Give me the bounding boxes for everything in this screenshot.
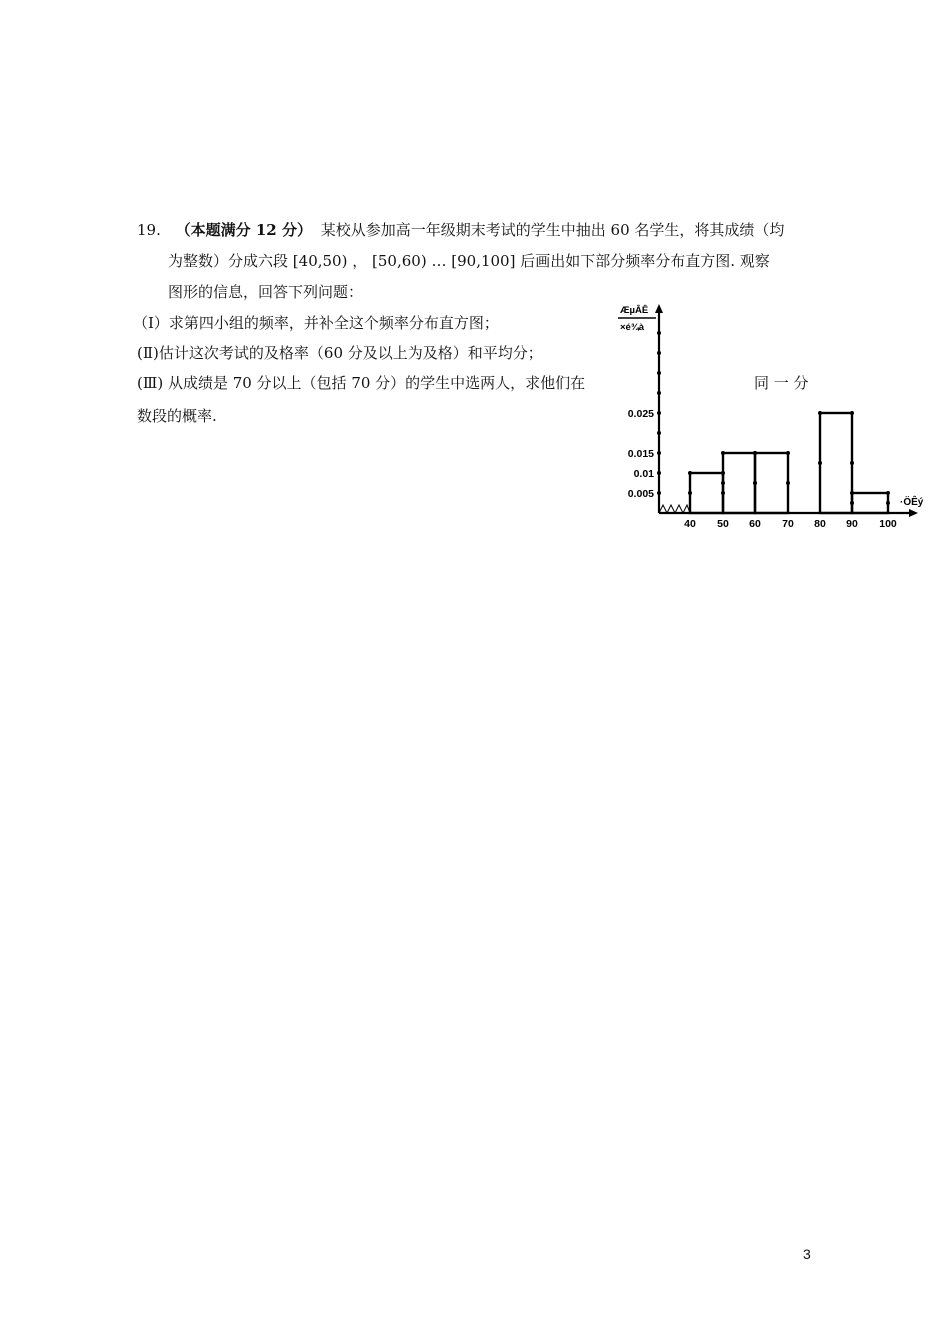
- bar-vertex-dot: [721, 481, 725, 485]
- y-axis-dot: [657, 351, 661, 355]
- x-tick-label-40: 40: [684, 518, 696, 530]
- interval-ellipsis: …: [431, 252, 447, 270]
- y-axis-dot: [657, 391, 661, 395]
- bar-vertex-dot: [753, 451, 757, 455]
- score-note: （本题满分 12 分）: [175, 221, 312, 239]
- x-tick-label-50: 50: [717, 518, 729, 530]
- bar-vertex-dot: [786, 451, 790, 455]
- x-tick-label-90: 90: [846, 518, 858, 530]
- x-tick-label-100: 100: [879, 518, 897, 530]
- histogram-bar-60-70: [755, 453, 788, 513]
- ylabel-bottom: ×é¾à: [620, 322, 645, 333]
- interval-40-50: [40,50): [292, 252, 348, 270]
- stem-text-2b: 后画出如下部分频率分布直方图. 观察: [520, 252, 770, 270]
- x-tick-label-70: 70: [782, 518, 794, 530]
- y-tick-label-0.01: 0.01: [633, 468, 654, 480]
- ylabel-top: ÆµÂÊ: [620, 305, 649, 316]
- axes: [655, 304, 918, 517]
- x-ticks: [684, 518, 897, 530]
- y-axis-dot: [657, 471, 661, 475]
- y-axis-dot: [657, 371, 661, 375]
- bar-vertex-dot: [818, 411, 822, 415]
- stem-text-2a: 为整数）分成六段: [168, 252, 289, 270]
- bar-vertex-dot: [688, 471, 692, 475]
- stem-text-1: 某校从参加高一年级期末考试的学生中抽出 60 名学生，将其成绩（均: [320, 221, 785, 239]
- part-3-end: 数段的概率.: [137, 407, 217, 425]
- axis-break-zigzag: [659, 505, 690, 513]
- bar-vertex-dot: [721, 451, 725, 455]
- part-3-start: (Ⅲ) 从成绩是 70 分以上（包括 70 分）的学生中选两人，求他们在: [137, 374, 586, 392]
- stem-text-3: 图形的信息，回答下列问题：: [168, 283, 364, 301]
- y-axis-dot: [657, 491, 661, 495]
- histogram-bar-50-60: [723, 453, 755, 513]
- y-axis-arrow: [655, 304, 663, 313]
- bar-vertex-dot: [850, 501, 854, 505]
- histogram-bars: [688, 411, 890, 513]
- y-tick-label-0.005: 0.005: [627, 488, 654, 500]
- y-ticks: [628, 408, 654, 500]
- page-number: 3: [803, 1246, 811, 1262]
- question-line-3: [168, 276, 363, 308]
- y-tick-label-0.015: 0.015: [627, 448, 654, 460]
- part-3-continued: 同 一 分: [754, 374, 809, 392]
- interval-50-60: [50,60): [372, 252, 427, 270]
- bar-vertex-dot: [886, 501, 890, 505]
- part-2: (Ⅱ)估计这次考试的及格率（60 分及以上为及格）和平均分；: [137, 344, 543, 362]
- x-tick-label-60: 60: [749, 518, 761, 530]
- bar-vertex-dot: [850, 411, 854, 415]
- question-line-2: [168, 245, 770, 277]
- y-axis-dot: [657, 431, 661, 435]
- interval-90-100: [90,100]: [451, 252, 516, 270]
- bar-vertex-dot: [850, 491, 854, 495]
- bar-vertex-dot: [886, 491, 890, 495]
- histogram-bar-80-90: [820, 413, 852, 513]
- frequency-histogram: [612, 296, 932, 536]
- y-axis-dot: [657, 411, 661, 415]
- part-1: （Ⅰ）求第四小组的频率，并补全这个频率分布直方图；: [133, 314, 499, 332]
- y-axis-dot: [657, 331, 661, 335]
- x-axis-arrow: [909, 509, 918, 517]
- bar-vertex-dot: [688, 491, 692, 495]
- x-tick-label-80: 80: [814, 518, 826, 530]
- bar-vertex-dot: [753, 481, 757, 485]
- bar-vertex-dot: [818, 461, 822, 465]
- bar-vertex-dot: [850, 461, 854, 465]
- histogram-bar-40-50: [690, 473, 723, 513]
- bar-vertex-dot: [786, 481, 790, 485]
- y-tick-label-0.025: 0.025: [627, 408, 654, 420]
- histogram-bar-90-100: [852, 493, 888, 513]
- interval-separator: ，: [352, 252, 368, 270]
- question-line-1: [137, 214, 784, 246]
- y-axis-dot: [657, 451, 661, 455]
- xlabel: ·ÖÊý: [900, 497, 924, 508]
- question-number: 19.: [137, 221, 161, 239]
